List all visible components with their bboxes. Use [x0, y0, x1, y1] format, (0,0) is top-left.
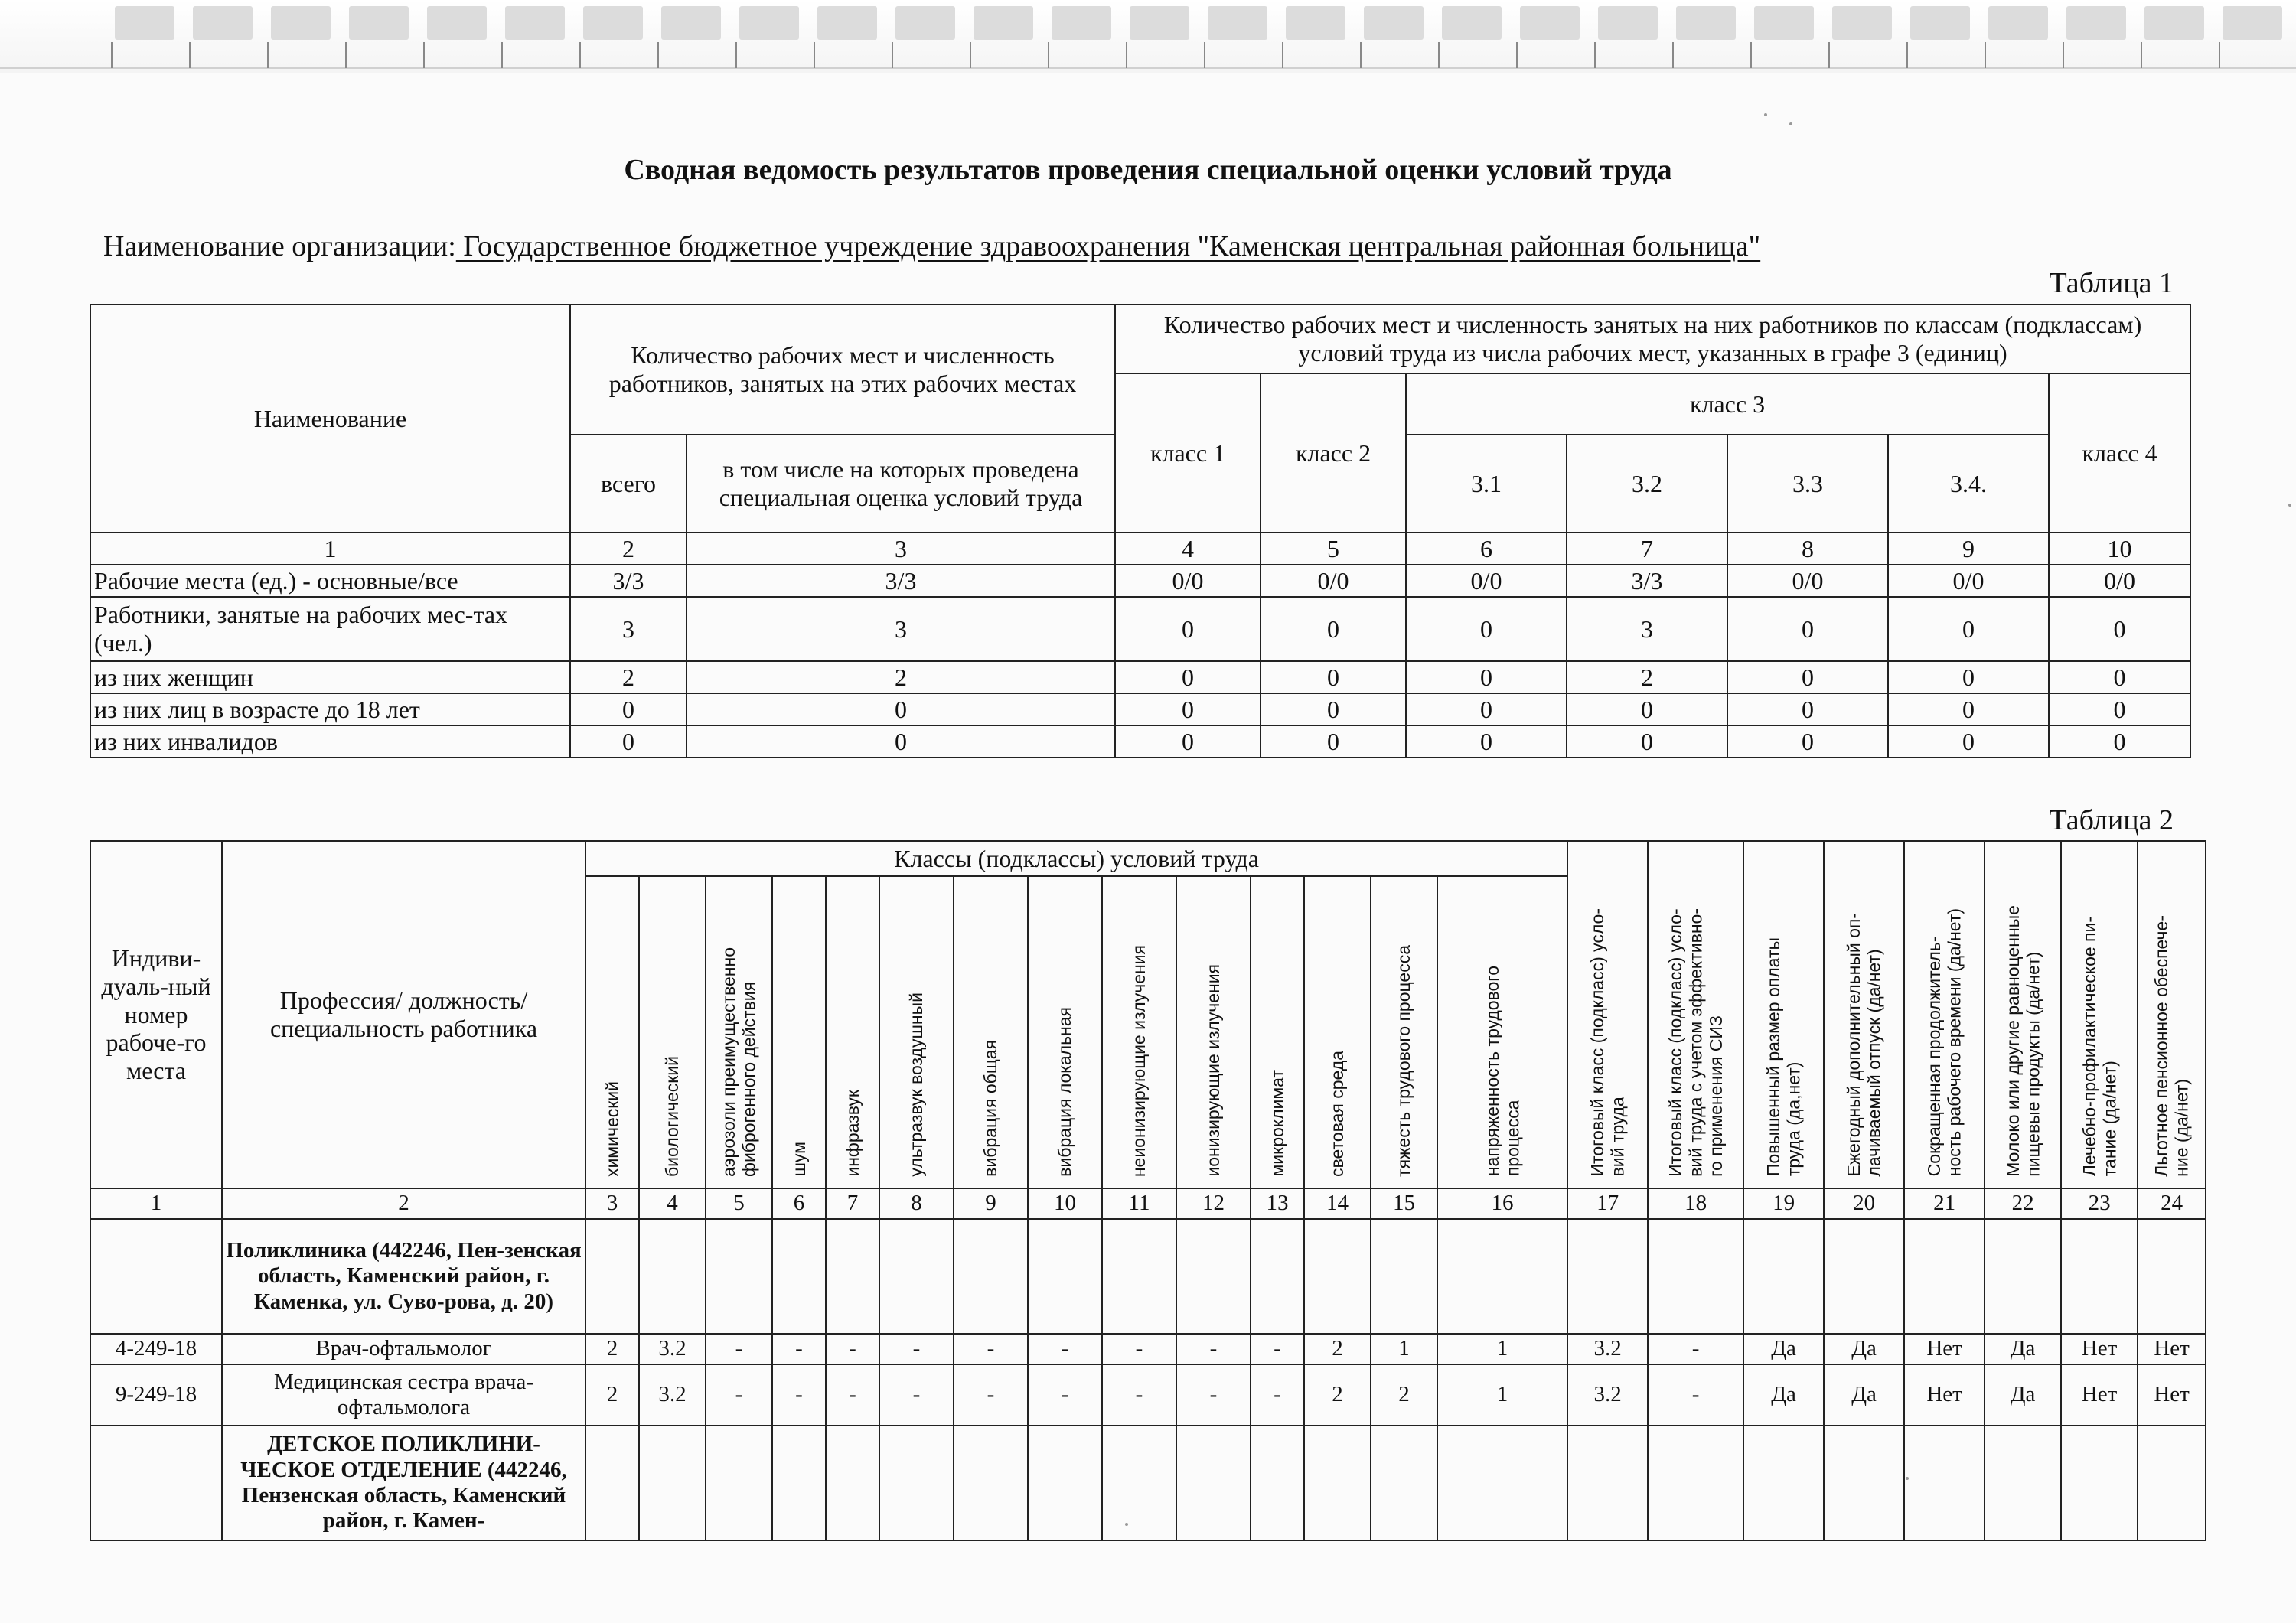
t2-cell: Нет	[2138, 1364, 2206, 1426]
t1-header-class1: класс 1	[1115, 373, 1261, 533]
section-empty-cell	[954, 1426, 1028, 1540]
t1-cell: 0	[1727, 597, 1888, 661]
t2-row	[90, 1334, 2206, 1364]
section-empty-cell	[1648, 1219, 1743, 1334]
t1-cell: 0	[1888, 725, 2049, 758]
section-empty-cell	[639, 1219, 706, 1334]
workplace-id: 9-249-18	[90, 1364, 222, 1426]
t2-header-extra: Лечебно-профилактическое пи- тание (да/нет)	[2061, 841, 2138, 1188]
t2-factor-header: неионизирующие излучения	[1102, 876, 1176, 1188]
t1-cell: 0	[1888, 693, 2049, 725]
t1-cell: 0	[570, 693, 687, 725]
t1-cell: 0	[1115, 597, 1261, 661]
section-empty-cell	[90, 1219, 222, 1334]
binding-hole	[1676, 6, 1736, 40]
organization-line	[103, 230, 1760, 263]
section-empty-cell	[1371, 1426, 1437, 1540]
section-empty-cell	[1176, 1219, 1251, 1334]
profession-name: Врач-офтальмолог	[222, 1334, 585, 1364]
t2-col-number: 15	[1371, 1188, 1437, 1219]
binding-tick	[1204, 42, 1205, 68]
summary-table	[90, 304, 2191, 758]
t2-col-number: 17	[1567, 1188, 1648, 1219]
t1-header-name: Наименование	[90, 305, 570, 533]
t1-cell: 0/0	[1115, 565, 1261, 597]
t1-cell: 0	[1567, 725, 1727, 758]
binding-hole	[1598, 6, 1658, 40]
t2-factor-header: вибрация общая	[954, 876, 1028, 1188]
t2-header-id: Индиви-дуаль-ный номер рабоче-го места	[90, 841, 222, 1188]
t2-cell: -	[1648, 1334, 1743, 1364]
section-empty-cell	[1176, 1426, 1251, 1540]
scan-speck	[2288, 504, 2291, 507]
t1-header-sub: 3.4.	[1888, 435, 2049, 533]
binding-hole	[1910, 6, 1970, 40]
section-empty-cell	[1437, 1219, 1567, 1334]
t2-cell: -	[1251, 1334, 1304, 1364]
t1-row-label: из них женщин	[90, 661, 570, 693]
t2-col-number: 11	[1102, 1188, 1176, 1219]
t2-cell: Нет	[2138, 1334, 2206, 1364]
t1-cell: 0	[2049, 725, 2190, 758]
t2-row	[90, 1364, 2206, 1426]
binding-tick	[657, 42, 659, 68]
t1-cell: 0	[1567, 693, 1727, 725]
section-empty-cell	[879, 1219, 954, 1334]
t2-cell: 3.2	[1567, 1334, 1648, 1364]
section-detskoe-otdelenie: ДЕТСКОЕ ПОЛИКЛИНИ-ЧЕСКОЕ ОТДЕЛЕНИЕ (442246, Пензенская область, Каменский район, г. Камен-	[222, 1426, 585, 1540]
t2-col-number: 3	[585, 1188, 639, 1219]
binding-tick	[735, 42, 737, 68]
t1-cell: 0	[1727, 661, 1888, 693]
t1-cell: 0/0	[1406, 565, 1567, 597]
t2-col-number: 12	[1176, 1188, 1251, 1219]
t1-cell: 0	[687, 725, 1115, 758]
t2-col-number: 24	[2138, 1188, 2206, 1219]
t2-col-number: 19	[1743, 1188, 1824, 1219]
binding-strip	[0, 0, 2296, 73]
binding-tick	[2063, 42, 2064, 68]
t2-col-number: 8	[879, 1188, 954, 1219]
t2-cell: Нет	[1904, 1334, 1985, 1364]
t1-cell: 0/0	[2049, 565, 2190, 597]
t1-row	[90, 693, 2190, 725]
section-empty-cell	[2138, 1219, 2206, 1334]
t2-cell: -	[706, 1364, 772, 1426]
t2-col-number: 7	[826, 1188, 879, 1219]
t2-cell: -	[879, 1334, 954, 1364]
binding-tick	[501, 42, 503, 68]
t1-header-sub: 3.2	[1567, 435, 1727, 533]
section-empty-cell	[772, 1426, 826, 1540]
binding-hole	[1442, 6, 1502, 40]
binding-tick	[1516, 42, 1518, 68]
profession-name: Медицинская сестра врача-офтальмолога	[222, 1364, 585, 1426]
t1-header-class2: класс 2	[1261, 373, 1406, 533]
binding-tick	[111, 42, 113, 68]
section-empty-cell	[1743, 1426, 1824, 1540]
t2-cell: Да	[1824, 1334, 1904, 1364]
t2-factor-header: вибрация локальная	[1028, 876, 1102, 1188]
section-empty-cell	[1304, 1219, 1371, 1334]
scan-speck	[1125, 1523, 1128, 1526]
t1-cell: 0	[1406, 661, 1567, 693]
t1-cell: 0/0	[1727, 565, 1888, 597]
t2-col-number: 14	[1304, 1188, 1371, 1219]
binding-hole	[2223, 6, 2282, 40]
t2-cell: -	[1102, 1334, 1176, 1364]
t2-cell: 1	[1437, 1334, 1567, 1364]
scan-speck	[1906, 1477, 1909, 1480]
t1-cell: 0	[2049, 661, 2190, 693]
t2-col-number: 23	[2061, 1188, 2138, 1219]
t2-cell: Да	[1985, 1334, 2061, 1364]
binding-hole	[1130, 6, 1189, 40]
t1-row	[90, 661, 2190, 693]
binding-tick	[2141, 42, 2142, 68]
t2-factor-header: химический	[585, 876, 639, 1188]
binding-hole	[505, 6, 565, 40]
t1-cell: 3	[570, 597, 687, 661]
section-empty-cell	[585, 1426, 639, 1540]
t2-factor-header: инфразвук	[826, 876, 879, 1188]
t2-factor-header: биологический	[639, 876, 706, 1188]
binding-tick	[1672, 42, 1674, 68]
t1-cell: 0	[1261, 661, 1406, 693]
t2-cell: 1	[1437, 1364, 1567, 1426]
section-empty-cell	[706, 1426, 772, 1540]
t2-col-number: 22	[1985, 1188, 2061, 1219]
section-empty-cell	[826, 1219, 879, 1334]
t2-cell: -	[826, 1334, 879, 1364]
t2-cell: 3.2	[1567, 1364, 1648, 1426]
binding-hole	[1208, 6, 1267, 40]
scan-speck	[1764, 113, 1767, 116]
t2-cell: 2	[585, 1334, 639, 1364]
t1-cell: 0	[1888, 597, 2049, 661]
t1-row-label: Работники, занятые на рабочих мес-тах (чел.)	[90, 597, 570, 661]
t2-cell: 2	[1304, 1364, 1371, 1426]
binding-hole	[271, 6, 331, 40]
t2-cell: Да	[1743, 1364, 1824, 1426]
binding-tick	[579, 42, 581, 68]
t2-col-number: 1	[90, 1188, 222, 1219]
t1-col-number: 7	[1567, 533, 1727, 565]
t1-cell: 3	[687, 597, 1115, 661]
t2-cell: -	[879, 1364, 954, 1426]
binding-tick	[1438, 42, 1440, 68]
t2-factor-header: тяжесть трудового процесса	[1371, 876, 1437, 1188]
binding-tick	[267, 42, 269, 68]
t1-row-label: из них инвалидов	[90, 725, 570, 758]
table2-caption: Таблица 2	[2049, 804, 2174, 836]
section-empty-cell	[1102, 1219, 1176, 1334]
section-poliklinika: Поликлиника (442246, Пен-зенская область, Каменский район, г. Каменка, ул. Суво-рова, д. 20)	[222, 1219, 585, 1334]
t2-factor-header: ультразвук воздушный	[879, 876, 954, 1188]
t2-col-number: 18	[1648, 1188, 1743, 1219]
t1-cell: 0	[1406, 693, 1567, 725]
t1-col-number: 9	[1888, 533, 2049, 565]
t1-cell: 0	[687, 693, 1115, 725]
t2-col-number: 5	[706, 1188, 772, 1219]
t2-cell: -	[772, 1364, 826, 1426]
binding-hole	[661, 6, 721, 40]
binding-hole	[1052, 6, 1111, 40]
section-empty-cell	[1437, 1426, 1567, 1540]
section-empty-cell	[1304, 1426, 1371, 1540]
binding-tick	[2219, 42, 2220, 68]
section-empty-cell	[90, 1426, 222, 1540]
section-empty-cell	[1028, 1426, 1102, 1540]
t1-cell: 3/3	[1567, 565, 1727, 597]
t2-cell: -	[954, 1334, 1028, 1364]
binding-hole	[427, 6, 487, 40]
binding-hole	[1988, 6, 2048, 40]
t2-cell: -	[1028, 1364, 1102, 1426]
section-empty-cell	[1648, 1426, 1743, 1540]
t1-header-places: Количество рабочих мест и численность работников, занятых на этих рабочих местах	[570, 305, 1115, 435]
section-empty-cell	[826, 1426, 879, 1540]
t2-cell: Нет	[2061, 1334, 2138, 1364]
binding-hole	[193, 6, 253, 40]
t1-row	[90, 565, 2190, 597]
t2-cell: -	[1251, 1364, 1304, 1426]
t1-cell: 0/0	[1261, 565, 1406, 597]
binding-hole	[2066, 6, 2126, 40]
t1-cell: 2	[570, 661, 687, 693]
binding-tick	[189, 42, 191, 68]
t1-col-number: 1	[90, 533, 570, 565]
t2-cell: -	[706, 1334, 772, 1364]
section-empty-cell	[772, 1219, 826, 1334]
t2-col-number: 13	[1251, 1188, 1304, 1219]
binding-tick	[1360, 42, 1362, 68]
t2-header-extra: Сокращенная продолжитель- ность рабочего времени (да/нет)	[1904, 841, 1985, 1188]
t2-factor-header: световая среда	[1304, 876, 1371, 1188]
t2-cell: -	[1102, 1364, 1176, 1426]
section-empty-cell	[2061, 1426, 2138, 1540]
section-empty-cell	[706, 1219, 772, 1334]
section-empty-cell	[639, 1426, 706, 1540]
t1-row-label: Рабочие места (ед.) - основные/все	[90, 565, 570, 597]
section-empty-cell	[954, 1219, 1028, 1334]
t1-cell: 0	[1115, 661, 1261, 693]
t1-cell: 0/0	[1888, 565, 2049, 597]
section-empty-cell	[1028, 1219, 1102, 1334]
section-empty-cell	[585, 1219, 639, 1334]
section-empty-cell	[1251, 1219, 1304, 1334]
binding-hole	[349, 6, 409, 40]
t2-cell: 3.2	[639, 1364, 706, 1426]
t1-col-number: 8	[1727, 533, 1888, 565]
organization-label: Наименование организации:	[103, 230, 456, 262]
t1-cell: 0	[1261, 693, 1406, 725]
t2-cell: 2	[1371, 1364, 1437, 1426]
t2-cell: -	[1028, 1334, 1102, 1364]
t2-cell: 2	[585, 1364, 639, 1426]
binding-hole	[895, 6, 955, 40]
binding-hole	[1832, 6, 1892, 40]
binding-tick	[1126, 42, 1127, 68]
binding-hole	[739, 6, 799, 40]
t1-cell: 0	[570, 725, 687, 758]
binding-tick	[423, 42, 425, 68]
t2-cell: 3.2	[639, 1334, 706, 1364]
workplace-id: 4-249-18	[90, 1334, 222, 1364]
section-empty-cell	[879, 1426, 954, 1540]
organization-name: Государственное бюджетное учреждение здравоохранения "Каменская центральная районная больница"	[455, 230, 1761, 262]
t2-cell: Нет	[1904, 1364, 1985, 1426]
t2-factor-header: напряженность трудового процесса	[1437, 876, 1567, 1188]
table1-caption: Таблица 1	[2049, 267, 2174, 299]
t2-header-extra: Повышенный размер оплаты труда (да,нет)	[1743, 841, 1824, 1188]
t2-factor-header: аэрозоли преимущественно фиброгенного действия	[706, 876, 772, 1188]
t1-cell: 0	[1406, 597, 1567, 661]
t2-cell: -	[1648, 1364, 1743, 1426]
binding-tick	[1985, 42, 1986, 68]
t2-col-number: 10	[1028, 1188, 1102, 1219]
t1-col-number: 4	[1115, 533, 1261, 565]
section-empty-cell	[1251, 1426, 1304, 1540]
section-empty-cell	[1985, 1426, 2061, 1540]
section-empty-cell	[2061, 1219, 2138, 1334]
binding-tick	[814, 42, 815, 68]
t1-cell: 0	[1727, 725, 1888, 758]
t2-col-number: 4	[639, 1188, 706, 1219]
t1-cell: 3	[1567, 597, 1727, 661]
section-empty-cell	[1567, 1426, 1648, 1540]
binding-tick	[1906, 42, 1908, 68]
t2-header-extra: Итоговый класс (подкласс) усло- вий труда	[1567, 841, 1648, 1188]
t2-cell: Нет	[2061, 1364, 2138, 1426]
section-empty-cell	[2138, 1426, 2206, 1540]
t2-header-extra: Итоговый класс (подкласс) усло- вий труда с учетом эффективно- го применения СИЗ	[1648, 841, 1743, 1188]
binding-tick	[892, 42, 893, 68]
section-empty-cell	[1371, 1219, 1437, 1334]
t1-header-classes: Количество рабочих мест и численность занятых на них работников по классам (подклассам) условий труда из числа рабочих мест, указанных в графе 3 (единиц)	[1115, 305, 2190, 373]
section-empty-cell	[1904, 1219, 1985, 1334]
t1-cell: 0	[1115, 693, 1261, 725]
binding-tick	[1594, 42, 1596, 68]
t1-header-sub: 3.1	[1406, 435, 1567, 533]
t2-factor-header: шум	[772, 876, 826, 1188]
t2-cell: -	[826, 1364, 879, 1426]
section-empty-cell	[1824, 1219, 1904, 1334]
t1-col-number: 5	[1261, 533, 1406, 565]
t2-cell: -	[1176, 1364, 1251, 1426]
t1-cell: 0	[2049, 597, 2190, 661]
t2-col-number: 20	[1824, 1188, 1904, 1219]
t1-cell: 0	[1115, 725, 1261, 758]
t1-row	[90, 725, 2190, 758]
t2-cell: Да	[1743, 1334, 1824, 1364]
section-empty-cell	[1567, 1219, 1648, 1334]
t1-header-class4: класс 4	[2049, 373, 2190, 533]
binding-hole	[974, 6, 1033, 40]
t1-column-numbers	[90, 533, 2190, 565]
section-empty-cell	[1904, 1426, 1985, 1540]
t1-col-number: 6	[1406, 533, 1567, 565]
binding-tick	[1750, 42, 1752, 68]
t1-cell: 0	[1261, 725, 1406, 758]
t2-col-number: 9	[954, 1188, 1028, 1219]
t2-header-extra: Льготное пенсионное обеспече- ние (да/нет)	[2138, 841, 2206, 1188]
t1-col-number: 10	[2049, 533, 2190, 565]
binding-tick	[1048, 42, 1049, 68]
binding-hole	[583, 6, 643, 40]
t1-header-class3: класс 3	[1406, 373, 2049, 435]
t1-col-number: 2	[570, 533, 687, 565]
t2-cell: 2	[1304, 1334, 1371, 1364]
t1-cell: 3/3	[687, 565, 1115, 597]
t1-cell: 2	[1567, 661, 1727, 693]
t2-col-number: 6	[772, 1188, 826, 1219]
t2-factor-header: микроклимат	[1251, 876, 1304, 1188]
binding-tick	[970, 42, 971, 68]
binding-tick	[1282, 42, 1283, 68]
t1-cell: 0	[2049, 693, 2190, 725]
t2-col-number: 2	[222, 1188, 585, 1219]
t1-cell: 2	[687, 661, 1115, 693]
t1-header-assessed: в том числе на которых проведена специальная оценка условий труда	[687, 435, 1115, 533]
binding-hole	[1520, 6, 1580, 40]
t1-cell: 0	[1406, 725, 1567, 758]
t2-factor-header: ионизирующие излучения	[1176, 876, 1251, 1188]
binding-hole	[817, 6, 877, 40]
t2-cell: Да	[1824, 1364, 1904, 1426]
t1-header-total: всего	[570, 435, 687, 533]
binding-hole	[1364, 6, 1424, 40]
binding-hole	[1286, 6, 1345, 40]
t2-col-number: 16	[1437, 1188, 1567, 1219]
binding-tick	[1828, 42, 1830, 68]
t2-col-number: 21	[1904, 1188, 1985, 1219]
t1-row	[90, 597, 2190, 661]
t2-cell: -	[772, 1334, 826, 1364]
t2-cell: Да	[1985, 1364, 2061, 1426]
t1-cell: 0	[1727, 693, 1888, 725]
t2-header-extra: Ежегодный дополнительный оп- лачиваемый отпуск (да/нет)	[1824, 841, 1904, 1188]
t1-header-sub: 3.3	[1727, 435, 1888, 533]
t1-col-number: 3	[687, 533, 1115, 565]
t1-cell: 0	[1888, 661, 2049, 693]
t2-header-profession: Профессия/ должность/ специальность работника	[222, 841, 585, 1188]
section-empty-cell	[1102, 1426, 1176, 1540]
document-title: Сводная ведомость результатов проведения специальной оценки условий труда	[624, 154, 1672, 186]
section-empty-cell	[1743, 1219, 1824, 1334]
section-empty-cell	[1985, 1219, 2061, 1334]
workplace-table	[90, 840, 2206, 1541]
t1-cell: 3/3	[570, 565, 687, 597]
t1-cell: 0	[1261, 597, 1406, 661]
t2-cell: -	[1176, 1334, 1251, 1364]
binding-tick	[345, 42, 347, 68]
binding-hole	[2144, 6, 2204, 40]
t2-header-classes: Классы (подклассы) условий труда	[585, 841, 1567, 876]
section-empty-cell	[1824, 1426, 1904, 1540]
binding-hole	[115, 6, 174, 40]
scan-speck	[1789, 122, 1792, 125]
binding-hole	[1754, 6, 1814, 40]
t1-row-label: из них лиц в возрасте до 18 лет	[90, 693, 570, 725]
t2-cell: 1	[1371, 1334, 1437, 1364]
t2-cell: -	[954, 1364, 1028, 1426]
t2-column-numbers	[90, 1188, 2206, 1219]
t2-header-extra: Молоко или другие равноценные пищевые продукты (да/нет)	[1985, 841, 2061, 1188]
